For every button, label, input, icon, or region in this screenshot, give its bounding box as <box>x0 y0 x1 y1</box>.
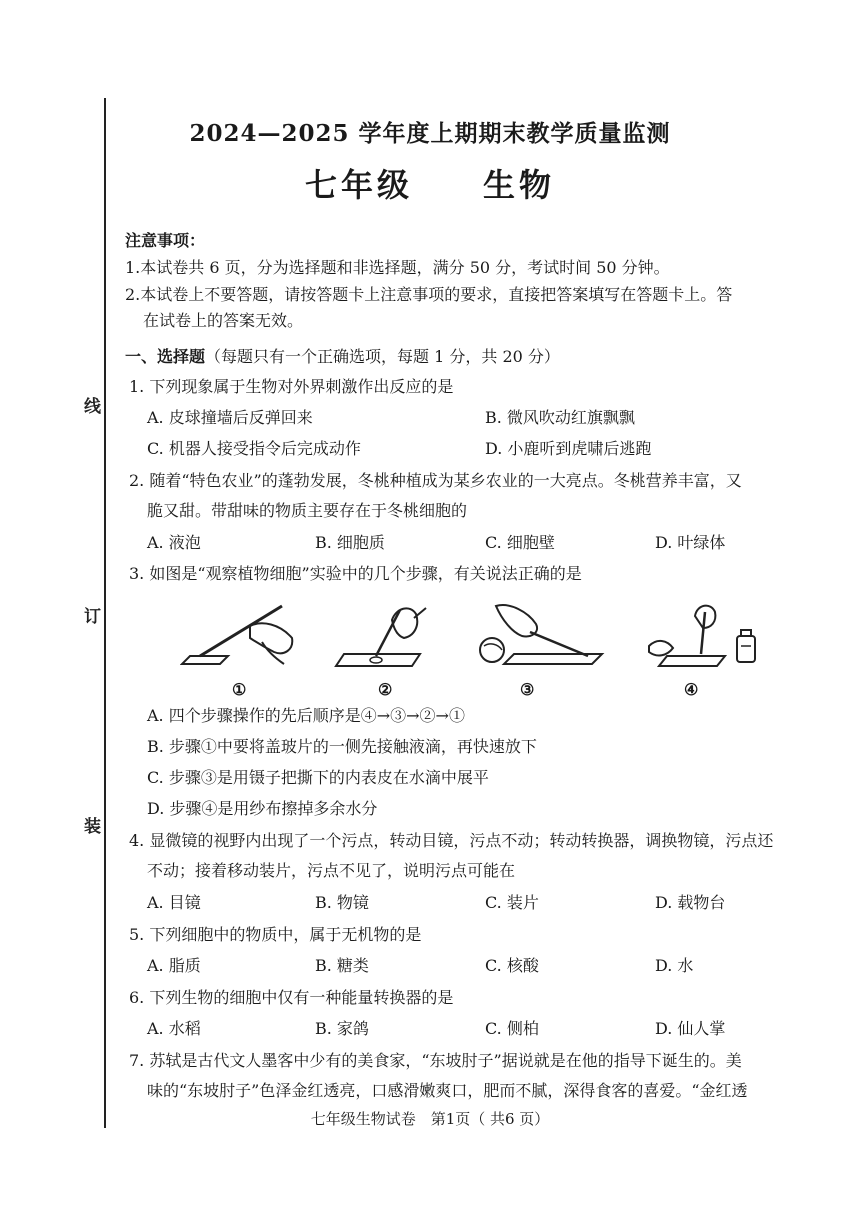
option-a: A. 液泡 <box>147 533 201 552</box>
option-b: B. 糖类 <box>315 956 369 975</box>
question-stem: 6. 下列生物的细胞中仅有一种能量转换器的是 <box>129 988 454 1007</box>
option-c: C. 侧柏 <box>485 1019 539 1038</box>
option-b: B. 细胞质 <box>315 533 385 552</box>
binding-mark-staple: 订 <box>84 607 101 627</box>
option-b: B. 物镜 <box>315 893 369 912</box>
step2-dropper-figure <box>330 598 440 678</box>
notes-heading: 注意事项： <box>125 231 206 250</box>
note-item: 1.本试卷共 6 页，分为选择题和非选择题，满分 50 分，考试时间 50 分钟。 <box>125 258 670 277</box>
section-desc: （每题只有一个正确选项，每题 1 分，共 20 分） <box>205 347 560 366</box>
option-a: A. 皮球撞墙后反弹回来 <box>147 408 313 427</box>
page-footer: 七年级生物试卷 第1页（ 共6 页） <box>310 1110 550 1128</box>
note-item: 在试卷上的答案无效。 <box>143 311 304 330</box>
step3-tweezers-figure <box>470 598 610 678</box>
exam-title: 2024—2025 学年度上期期末教学质量监测 <box>189 120 671 147</box>
option-c: C. 核酸 <box>485 956 539 975</box>
question-stem: 7. 苏轼是古代文人墨客中少有的美食家，“东坡肘子”据说就是在他的指导下诞生的。美 <box>129 1051 742 1070</box>
note-item: 2.本试卷上不要答题，请按答题卡上注意事项的要求，直接把答案填写在答题卡上。答 <box>125 285 733 304</box>
binding-line <box>104 98 106 1128</box>
option-d: D. 步骤④是用纱布擦掉多余水分 <box>147 799 378 818</box>
subject-label: 生物 <box>483 166 556 204</box>
section-label: 一、选择题 <box>125 347 206 366</box>
question-stem-cont: 不动；接着移动装片，污点不见了，说明污点可能在 <box>147 861 516 880</box>
option-d: D. 叶绿体 <box>655 533 726 552</box>
step4-stain-figure <box>645 598 765 678</box>
figure-label: ④ <box>684 680 699 699</box>
binding-mark-line: 线 <box>84 397 101 417</box>
option-d: D. 水 <box>655 956 694 975</box>
option-c: C. 细胞壁 <box>485 533 555 552</box>
option-a: A. 目镜 <box>147 893 201 912</box>
option-c: C. 装片 <box>485 893 539 912</box>
question-stem: 1. 下列现象属于生物对外界刺激作出反应的是 <box>129 377 454 396</box>
question-stem-cont: 脆又甜。带甜味的物质主要存在于冬桃细胞的 <box>147 501 468 520</box>
question-stem: 2. 随着“特色农业”的蓬勃发展，冬桃种植成为某乡农业的一大亮点。冬桃营养丰富，又 <box>129 471 742 490</box>
option-b: B. 微风吹动红旗飘飘 <box>485 408 635 427</box>
experiment-figures <box>180 598 760 699</box>
option-d: D. 小鹿听到虎啸后逃跑 <box>485 439 652 458</box>
option-a: A. 水稻 <box>147 1019 201 1038</box>
figure-label: ② <box>378 680 393 699</box>
question-stem-cont: 味的“东坡肘子”色泽金红透亮，口感滑嫩爽口，肥而不腻，深得食客的喜爱。“金红透 <box>147 1081 748 1100</box>
exam-subtitle <box>0 160 860 206</box>
figure-label: ① <box>232 680 247 699</box>
option-a: A. 脂质 <box>147 956 201 975</box>
grade-label: 七年级 <box>304 166 413 204</box>
figure-label: ③ <box>520 680 535 699</box>
question-stem: 5. 下列细胞中的物质中，属于无机物的是 <box>129 925 422 944</box>
option-c: C. 步骤③是用镊子把撕下的内表皮在水滴中展平 <box>147 768 489 787</box>
question-stem: 3. 如图是“观察植物细胞”实验中的几个步骤，有关说法正确的是 <box>129 564 582 583</box>
option-d: D. 载物台 <box>655 893 726 912</box>
question-stem: 4. 显微镜的视野内出现了一个污点，转动目镜，污点不动；转动转换器，调换物镜，污点还 <box>129 831 774 850</box>
binding-mark-bind: 装 <box>84 817 101 837</box>
option-b: B. 步骤①中要将盖玻片的一侧先接触液滴，再快速放下 <box>147 737 537 756</box>
option-a: A. 四个步骤操作的先后顺序是④→③→②→① <box>147 706 465 725</box>
step1-coverslip-figure <box>180 598 300 678</box>
section-heading <box>125 346 560 368</box>
option-d: D. 仙人掌 <box>655 1019 726 1038</box>
option-b: B. 家鸽 <box>315 1019 369 1038</box>
option-c: C. 机器人接受指令后完成动作 <box>147 439 361 458</box>
